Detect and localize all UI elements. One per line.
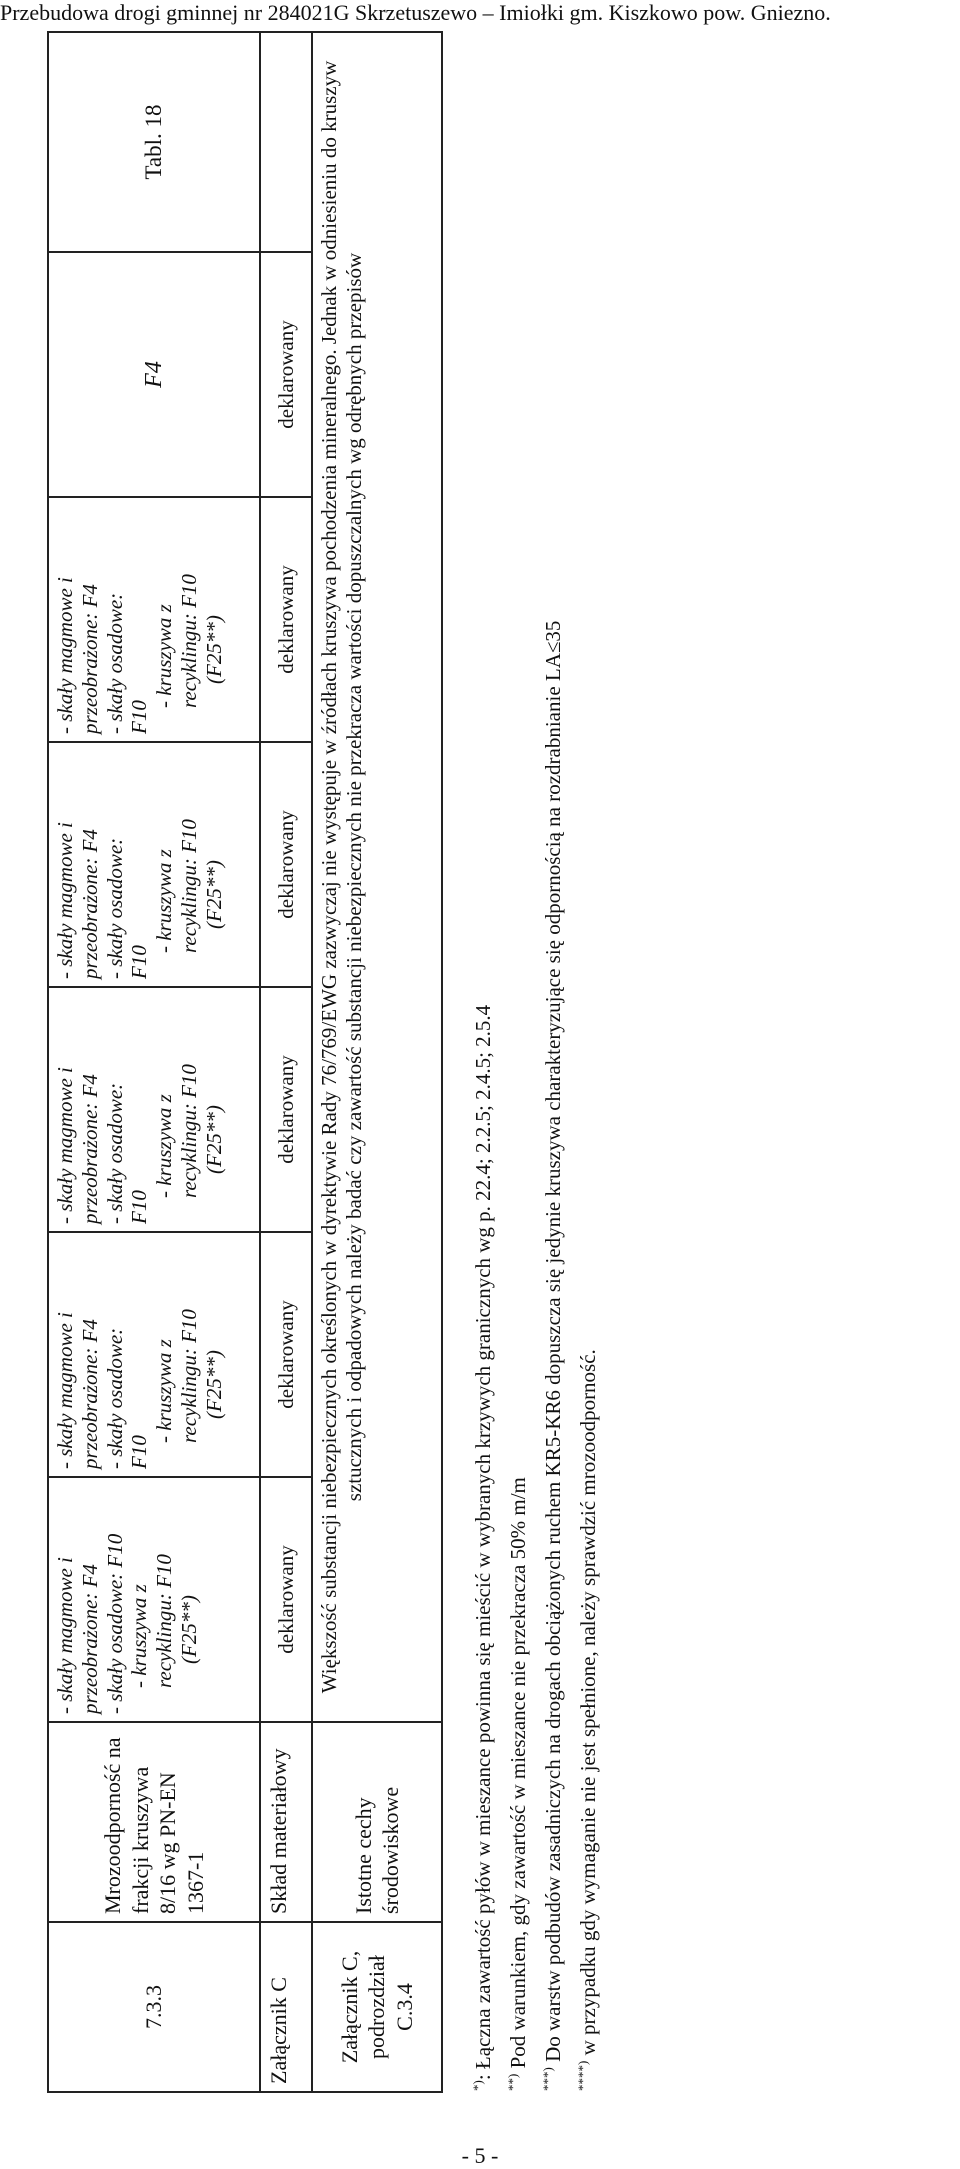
material-label: Skład materiałowy xyxy=(260,1722,312,1922)
cell-line: - skały magmowe i xyxy=(53,1312,77,1469)
env-description: Większość substancji niebezpiecznych określonych w dyrektywie Rady 76/769/EWG zazwyczaj nie występuje w źródłach kruszywa pochodzenia mineralnego. Jednak w odniesieniu do kruszyw sztucznych i odpadowych należy badać czy zawartość substancji niebezpiecznych nie przekracza wartości dopuszczalnych wg odrębnych przepisów xyxy=(312,32,442,1722)
rotated-content xyxy=(7,51,600,2121)
footnote-mark: ***) xyxy=(540,2067,555,2091)
footnote-mark: *) xyxy=(470,2080,485,2091)
requirements-table xyxy=(47,31,443,2093)
cell-line: (F25**) xyxy=(201,1105,226,1174)
footnotes xyxy=(463,51,603,2091)
cell-line: przeobrażone: F4 xyxy=(77,1564,102,1714)
cell-line: - skały osadowe: xyxy=(102,592,127,734)
cell-line: - skały magmowe i xyxy=(53,1067,77,1224)
cell-line: - kruszywa z xyxy=(127,1584,152,1688)
footnote xyxy=(568,51,603,2091)
cell-line: F10 xyxy=(127,700,152,734)
cell-line: - skały magmowe i xyxy=(53,822,77,979)
cell-line: - kruszywa z xyxy=(152,1094,177,1198)
material-value: deklarowany xyxy=(260,1232,312,1477)
frost-cell-1 xyxy=(48,1477,260,1722)
cell-line: przeobrażone: F4 xyxy=(77,584,102,734)
cell-line: F10 xyxy=(127,945,152,979)
cell-line: recyklingu: F10 xyxy=(176,819,201,953)
table-number: Tabl. 18 xyxy=(48,32,260,252)
cell-line: - skały magmowe i xyxy=(53,577,77,734)
footnote-text: Do warstw podbudów zasadniczych na drogach obciążonych ruchem KR5-KR6 dopuszcza się jedynie kruszywa charakteryzujące się odpornością na rozdrabnianie LA≤35 xyxy=(541,620,565,2068)
cell-line: - kruszywa z xyxy=(152,849,177,953)
footnote-mark: **) xyxy=(505,2073,520,2091)
table-row-environment xyxy=(312,32,442,2092)
footnote xyxy=(533,51,568,2091)
material-value: deklarowany xyxy=(260,742,312,987)
cell-line: - kruszywa z xyxy=(152,1339,177,1443)
frost-label: Mrozoodporność na frakcji kruszywa 8/16 wg PN-EN 1367-1 xyxy=(48,1722,260,1922)
frost-cell-4 xyxy=(48,742,260,987)
material-value: deklarowany xyxy=(260,252,312,497)
footnote xyxy=(463,51,498,2091)
table-row-frost xyxy=(48,32,260,2092)
footnote xyxy=(498,51,533,2091)
footnote-mark: ****) xyxy=(575,2060,590,2091)
cell-line: recyklingu: F10 xyxy=(176,1309,201,1443)
material-value: deklarowany xyxy=(260,497,312,742)
cell-line: (F25**) xyxy=(201,1350,226,1419)
footnote-text: Pod warunkiem, gdy zawartość w mieszance nie przekracza 50% m/m xyxy=(506,1477,530,2074)
cell-line: F10 xyxy=(127,1435,152,1469)
cell-line: F10 xyxy=(127,1190,152,1224)
cell-line: - skały magmowe i xyxy=(53,1557,77,1714)
material-value: deklarowany xyxy=(260,987,312,1232)
cell-line: recyklingu: F10 xyxy=(176,574,201,708)
footnote-text: w przypadku gdy wymaganie nie jest spełnione, należy sprawdzić mrozoodporność. xyxy=(576,1349,600,2061)
cell-line: - skały osadowe: xyxy=(102,1082,127,1224)
cell-line: (F25**) xyxy=(201,860,226,929)
cell-line: recyklingu: F10 xyxy=(176,1064,201,1198)
env-number: Załącznik C, podrozdział C.3.4 xyxy=(312,1922,442,2092)
material-number: Załącznik C xyxy=(260,1922,312,2092)
cell-line: - skały osadowe: xyxy=(102,1327,127,1469)
cell-line: - skały osadowe: xyxy=(102,837,127,979)
frost-cell-3 xyxy=(48,987,260,1232)
cell-line: przeobrażone: F4 xyxy=(77,829,102,979)
frost-cell-5 xyxy=(48,497,260,742)
frost-cell-6: F4 xyxy=(48,252,260,497)
cell-line: (F25**) xyxy=(176,1595,201,1664)
cell-line: (F25**) xyxy=(201,615,226,684)
cell-line: przeobrażone: F4 xyxy=(77,1074,102,1224)
page-number: - 5 - xyxy=(461,2143,499,2168)
table-row-material xyxy=(260,32,312,2092)
cell-line: - kruszywa z xyxy=(152,604,177,708)
frost-cell-2 xyxy=(48,1232,260,1477)
material-value: deklarowany xyxy=(260,1477,312,1722)
page-header: Przebudowa drogi gminnej nr 284021G Skrzetuszewo – Imiołki gm. Kiszkowo pow. Gniezno. xyxy=(0,0,831,25)
env-label: Istotne cechy środowiskowe xyxy=(312,1722,442,1922)
cell-line: przeobrażone: F4 xyxy=(77,1319,102,1469)
cell-line: - skały osadowe: F10 xyxy=(102,1533,127,1714)
frost-number: 7.3.3 xyxy=(48,1922,260,2092)
cell-line: recyklingu: F10 xyxy=(152,1554,177,1688)
footnote-text: : Łączna zawartość pyłów w mieszance powinna się mieścić w wybranych krzywych granicznych wg p. 22.4; 2.2.5; 2.4.5; 2.5.4 xyxy=(471,1004,495,2081)
material-empty xyxy=(260,32,312,252)
